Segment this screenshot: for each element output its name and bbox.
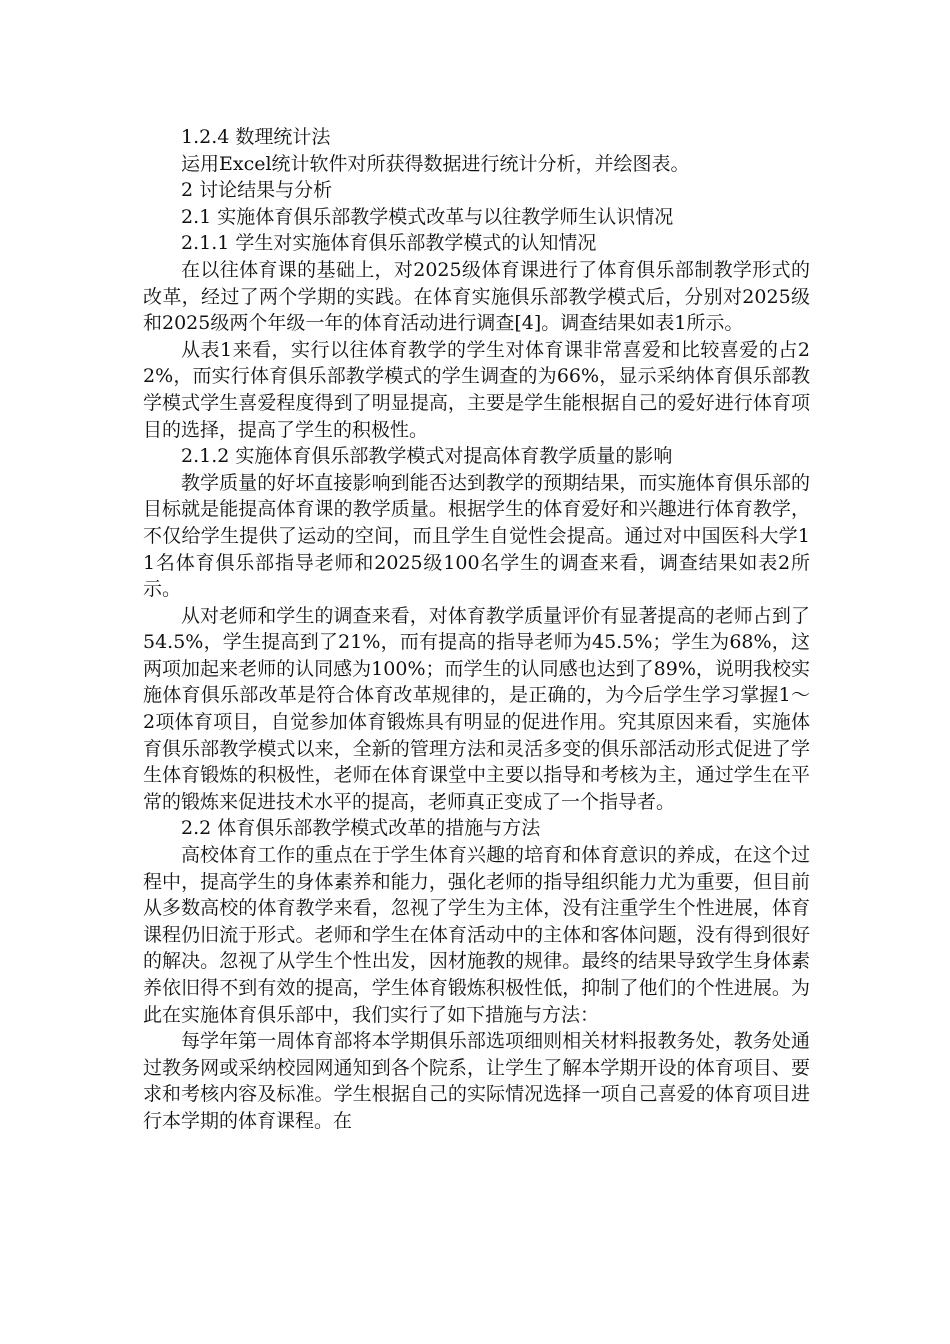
paragraph-statistics-method: 运用Excel统计软件对所获得数据进行统计分析，并绘图表。 (181, 152, 690, 175)
paragraph-club-reform-survey: 在以往体育课的基础上，对2025级体育课进行了体育俱乐部制教学形式的改革，经过了两个学期的实践。在体育实施俱乐部教学模式后，分别对2025级和2025级两个年级一年的体育活动进行调查[4]。调查结果如表1所示。 (143, 258, 810, 335)
section-heading-2-2: 2.2 体育俱乐部教学模式改革的措施与方法 (181, 817, 541, 840)
document-body (143, 124, 810, 1135)
section-heading-2-1: 2.1 实施体育俱乐部教学模式改革与以往教学师生认识情况 (181, 205, 674, 228)
section-heading-1-2-4: 1.2.4 数理统计法 (181, 126, 331, 148)
section-heading-2: 2 讨论结果与分析 (181, 179, 333, 202)
section-heading-2-1-2: 2.1.2 实施体育俱乐部教学模式对提高体育教学质量的影响 (181, 445, 673, 468)
paragraph-survey-results: 从对老师和学生的调查来看，对体育教学质量评价有显著提高的老师占到了54.5%，学生提高到了21%，而有提高的指导老师为45.5%；学生为68%，这两项加起来老师的认同感为100%；而学生的认同感也达到了89%，说明我校实施体育俱乐部改革是符合体育改革规律的，是正确的，为今后学生学习掌握1～2项体育项目，自觉参加体育锻炼具有明显的促进作用。究其原因来看，实施体育俱乐部教学模式以来，全新的管理方法和灵活多变的俱乐部活动形式促进了学生体育锻炼的积极性，老师在体育课堂中主要以指导和考核为主，通过学生在平常的锻炼来促进技术水平的提高，老师真正变成了一个指导者。 (143, 604, 810, 813)
section-heading-2-1-1: 2.1.1 学生对实施体育俱乐部教学模式的认知情况 (181, 232, 597, 255)
paragraph-table1-analysis: 从表1来看，实行以往体育教学的学生对体育课非常喜爱和比较喜爱的占22%，而实行体育俱乐部教学模式的学生调查的为66%，显示采纳体育俱乐部教学模式学生喜爱程度得到了明显提高，主要是学生能根据自己的爱好进行体育项目的选择，提高了学生的积极性。 (143, 338, 810, 441)
paragraph-reform-measures: 高校体育工作的重点在于学生体育兴趣的培育和体育意识的养成，在这个过程中，提高学生的身体素养和能力，强化老师的指导组织能力尤为重要，但目前从多数高校的体育教学来看，忽视了学生为主体，没有注重学生个性进展，体育课程仍旧流于形式。老师和学生在体育活动中的主体和客体问题，没有得到很好的解决。忽视了从学生个性出发，因材施教的规律。最终的结果导致学生身体素养依旧得不到有效的提高，学生体育锻炼积极性低，抑制了他们的个性进展。为此在实施体育俱乐部中，我们实行了如下措施与方法： (143, 844, 810, 1026)
paragraph-semester-procedure: 每学年第一周体育部将本学期俱乐部选项细则相关材料报教务处，教务处通过教务网或采纳校园网通知到各个院系，让学生了解本学期开设的体育项目、要求和考核内容及标准。学生根据自己的实际情况选择一项自己喜爱的体育项目进行本学期的体育课程。在 (143, 1030, 810, 1132)
paragraph-teaching-quality: 教学质量的好坏直接影响到能否达到教学的预期结果，而实施体育俱乐部的目标就是能提高体育课的教学质量。根据学生的体育爱好和兴趣进行体育教学，不仅给学生提供了运动的空间，而且学生自觉性会提高。通过对中国医科大学11名体育俱乐部指导老师和2025级100名学生的调查来看，调查结果如表2所示。 (143, 471, 810, 601)
